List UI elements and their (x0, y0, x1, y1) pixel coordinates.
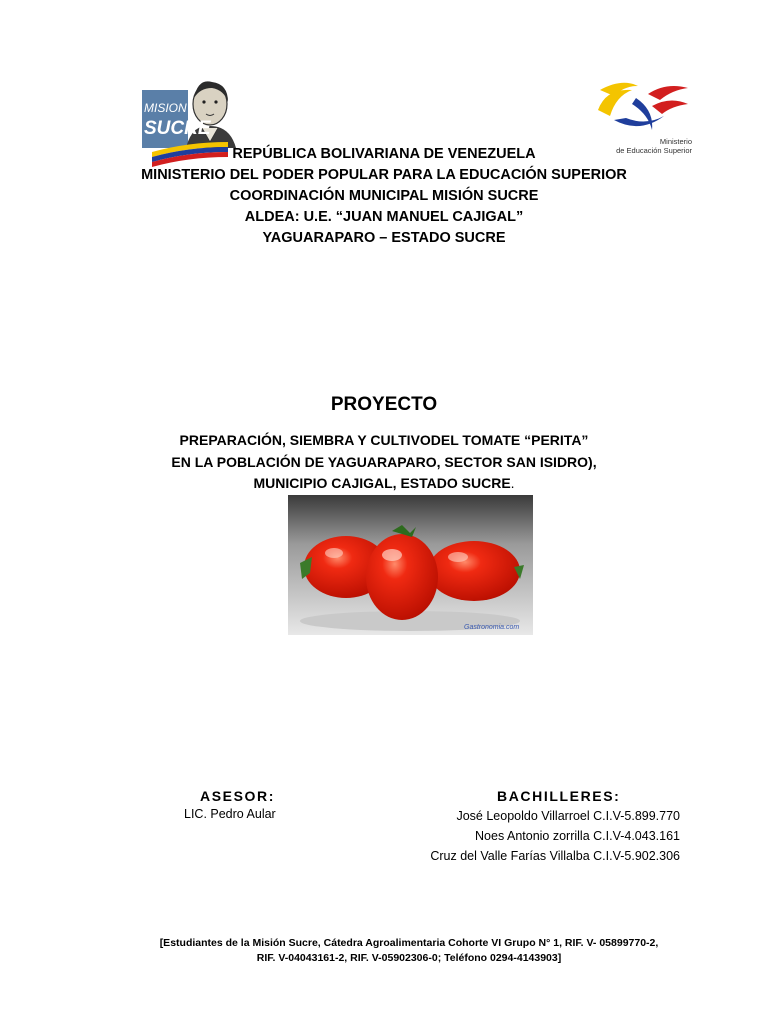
footer-line-2: RIF. V-04043161-2, RIF. V-05902306-0; Teléfono 0294-4143903] (256, 952, 562, 964)
project-subtitle (0, 430, 768, 495)
asesor-name: LIC. Pedro Aular (184, 807, 276, 821)
header-line-location: YAGUARAPARO – ESTADO SUCRE (262, 230, 506, 246)
header-line-aldea: ALDEA: U.E. “JUAN MANUEL CAJIGAL” (244, 209, 524, 225)
tomato-photo (288, 495, 533, 635)
logo-text-mision: MISION (144, 101, 187, 115)
subtitle-line-2: EN LA POBLACIÓN DE YAGUARAPARO, SECTOR SAN ISIDRO), (171, 453, 597, 470)
logo-text-sucre: SUCRE (144, 118, 211, 139)
header-line-republica: REPÚBLICA BOLIVARIANA DE VENEZUELA (232, 146, 536, 162)
student-item: José Leopoldo Villarroel C.I.V-5.899.770 (456, 809, 680, 823)
subtitle-line-3: MUNICIPIO CAJIGAL, ESTADO SUCRE (253, 475, 511, 491)
asesor-heading: ASESOR: (200, 788, 275, 804)
bachilleres-list (380, 806, 680, 866)
bachilleres-heading: BACHILLERES: (497, 788, 621, 804)
photo-watermark: Gastronomia.com (464, 624, 520, 631)
footer-line-1: [Estudiantes de la Misión Sucre, Cátedra Agroalimentaria Cohorte VI Grupo N° 1, RIF. V- 05899770-2, (159, 937, 659, 949)
subtitle-period: . (510, 475, 515, 491)
subtitle-line-1: PREPARACIÓN, SIEMBRA Y CULTIVODEL TOMATE “PERITA” (179, 432, 589, 448)
institution-header (0, 144, 768, 249)
header-line-ministerio: MINISTERIO DEL PODER POPULAR PARA LA EDUCACIÓN SUPERIOR (141, 167, 627, 183)
student-item: Noes Antonio zorrilla C.I.V-4.043.161 (475, 829, 680, 843)
project-title: PROYECTO (330, 394, 438, 415)
student-item: Cruz del Valle Farías Villalba C.I.V-5.902.306 (430, 849, 680, 863)
logo-caption-educacion: de Educación Superior (616, 146, 692, 155)
footer-note (0, 936, 768, 966)
header-line-coordinacion: COORDINACIÓN MUNICIPAL MISIÓN SUCRE (229, 188, 539, 204)
logo-caption-ministerio: Ministerio (659, 137, 692, 146)
